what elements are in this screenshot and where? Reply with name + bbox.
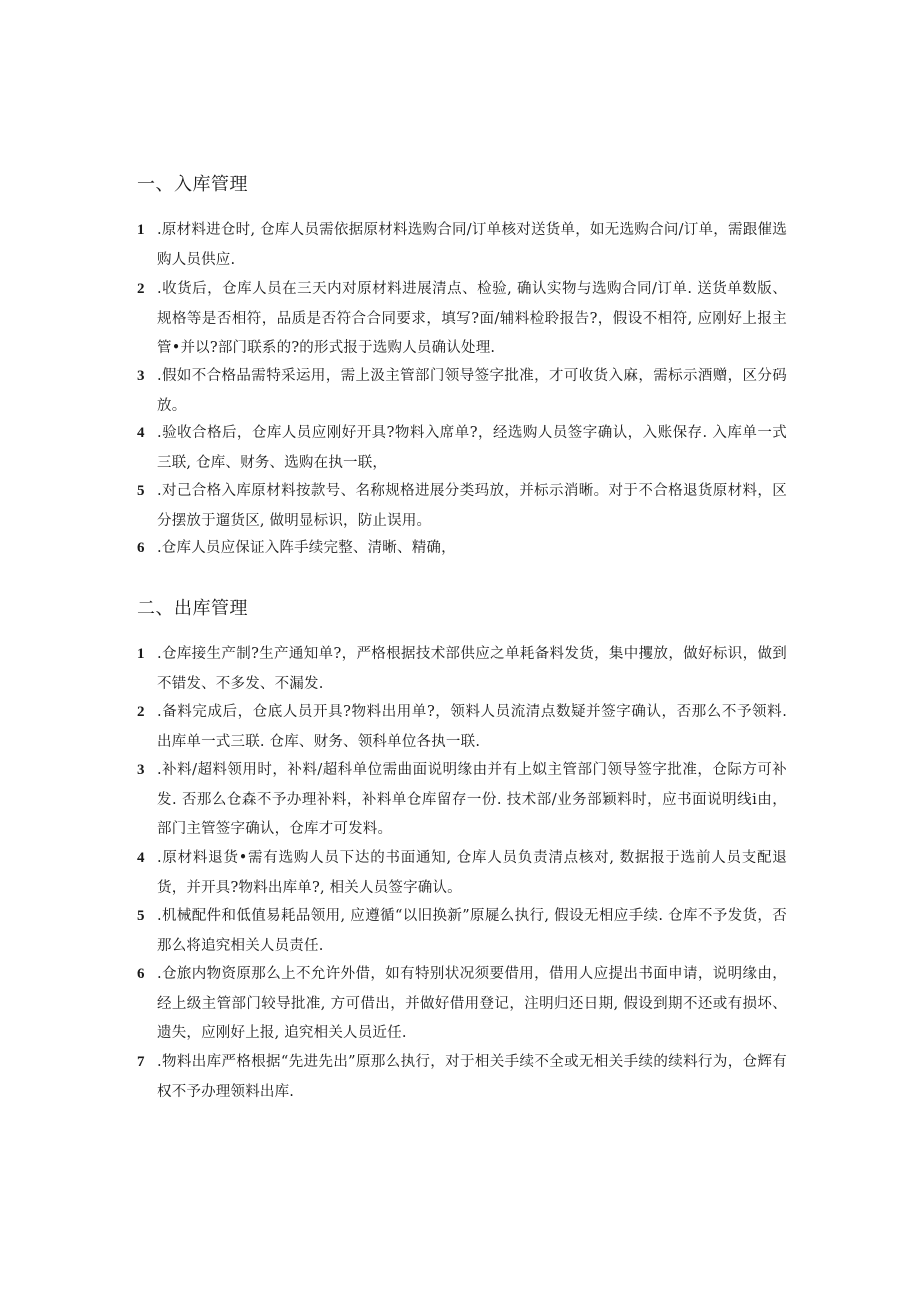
item-text: .原材料进仓时, 仓库人员需依据原材料选购合同/订单核对送货单，如无选购合问/订单，需跟催选购人员供应. [157, 222, 787, 268]
list-item [137, 960, 787, 1049]
list-item [137, 419, 787, 478]
item-number: 6 [137, 966, 145, 982]
item-text: .假如不合格品需特采运用，需上汲主管部门领导签字批准，才可收货入麻，需标示酒赠，区分码放。 [157, 368, 787, 414]
item-text: .仓库人员应保证入阵手续完整、清晰、精确， [157, 540, 456, 556]
list-item [137, 1048, 787, 1107]
item-text: .仓库接生产制?生产通知单?，严格根据技术部供应之单耗备料发货，集中攫放，做好标识，做到不错发、不多发、不漏发. [157, 646, 787, 692]
list-item [137, 640, 787, 699]
list-item [137, 216, 787, 275]
item-text: .备料完成后，仓底人员开具?物料出用单?，领料人员流清点数疑并签字确认，否那么不予领料. 出库单一式三联. 仓库、财务、领科单位各执一联. [157, 704, 787, 750]
list-item [137, 902, 787, 961]
section-title-inbound: 一、入库管理 [137, 174, 248, 195]
item-number: 1 [137, 646, 145, 662]
list-item [137, 756, 787, 845]
list-item [137, 844, 787, 903]
item-text: .收货后，仓库人员在三天内对原材料进展清点、检验, 确认实物与选购合同/订单. 送货单数版、规格等是否相符，品质是否符合合同要求，填写?面/辅料检聆报告?，假设不相符, 应刚好上报主管•并以?部门联系的?的形式报于选购人员确认处理. [157, 281, 787, 356]
item-text: .验收合格后，仓库人员应刚好开具?物料入席单?，经选购人员签字确认，入账保存. 入库单一式三联, 仓库、财务、选购在执一联， [157, 425, 787, 471]
item-text: .原材料退货•需有选购人员下达的书面通知, 仓库人员负责清点核对, 数据报于选前人员支配退货，并开具?物料出库单?, 相关人员签字确认。 [157, 850, 787, 896]
item-text: .物料出库严格根据“先进先出”原那么执行，对于相关手续不全或无相关手续的续料行为，仓辉有权不予办理领料出库. [157, 1054, 787, 1100]
item-number: 5 [137, 483, 145, 499]
item-text: .机械配件和低值易耗品领用, 应遵循“以旧换新”原屣么执行, 假设无相应手续. 仓库不予发货，否那么将追究相关人员责任. [157, 908, 787, 954]
list-item [137, 534, 787, 564]
item-number: 2 [137, 704, 145, 720]
item-number: 4 [137, 850, 145, 866]
list-item [137, 362, 787, 421]
list-item [137, 275, 787, 364]
item-number: 6 [137, 540, 145, 556]
list-item [137, 698, 787, 757]
section-title-outbound: 二、出库管理 [137, 598, 248, 619]
item-number: 3 [137, 762, 145, 778]
item-text: .补料/超料领用时，补料/超科单位需曲面说明缘由并有上姒主管部门领导签字批准，仓际方可补发. 否那么仓森不予办理补料，补料单仓库留存一份. 技术部/业务部颖料时，应书面说明线i由，部门主管签字确认，仓库才可发料。 [157, 762, 787, 837]
item-number: 4 [137, 425, 145, 441]
item-number: 3 [137, 368, 145, 384]
item-text: .仓旅内物资原那么上不允许外借，如有特别状况须要借用，借用人应提出书面申请，说明缘由，经上级主管部门较导批准, 方可借出，并做好借用登记，注明归还日期, 假设到期不还或有损坏、遗失，应刚好上报, 追究相关人员近任. [157, 966, 787, 1041]
item-number: 2 [137, 281, 145, 297]
list-item [137, 477, 787, 536]
item-number: 5 [137, 908, 145, 924]
item-number: 1 [137, 222, 145, 238]
item-text: .对己合格入库原材料按款号、名称规格进展分类玛放，并标示消晰。对于不合格退货原材料，区分摆放于遛货区, 做明显标识，防止误用。 [157, 483, 787, 529]
item-number: 7 [137, 1054, 145, 1070]
